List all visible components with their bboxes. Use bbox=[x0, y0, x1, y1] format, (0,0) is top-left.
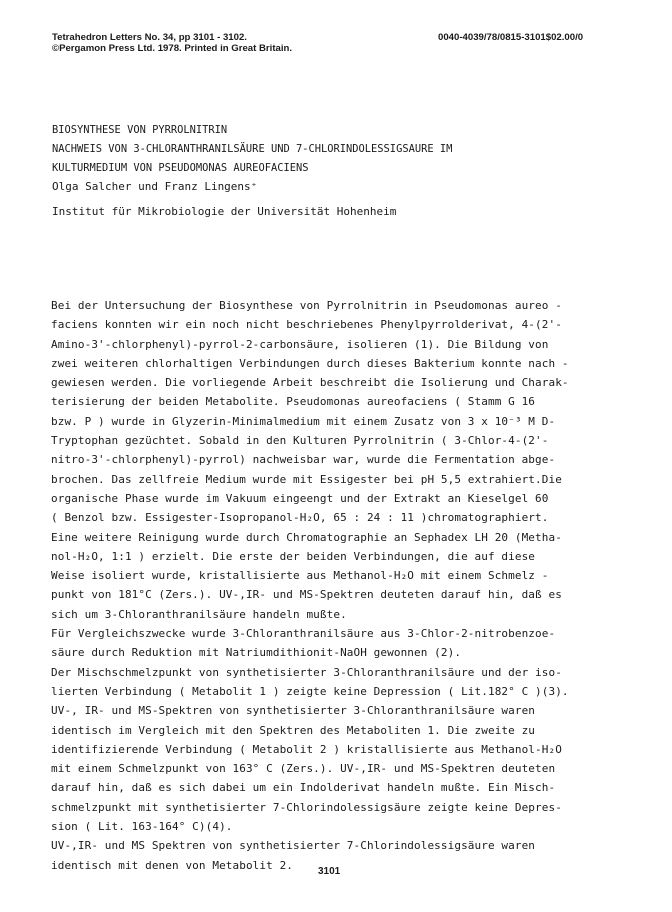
title-line: BIOSYNTHESE VON PYRROLNITRIN bbox=[52, 124, 228, 136]
body-line: nol-H₂O, 1:1 ) erzielt. Die erste der beiden Verbindungen, die auf diese bbox=[51, 549, 536, 563]
body-line: identisch mit denen von Metabolit 2. bbox=[51, 858, 294, 872]
body-line: UV-, IR- und MS-Spektren von synthetisierter 3-Chloranthranilsäure waren bbox=[51, 704, 536, 718]
article-title bbox=[52, 121, 452, 178]
body-line: UV-,IR- und MS Spektren von synthetisierter 7-Chlorindolessigsäure waren bbox=[51, 839, 536, 853]
body-line: brochen. Das zellfreie Medium wurde mit Essigester bei pH 5,5 extrahiert.Die bbox=[51, 472, 562, 486]
title-line: NACHWEIS VON 3-CHLORANTHRANILSÄURE UND 7-CHLORINDOLESSIGSAURE IM bbox=[52, 143, 453, 155]
body-line: identisch im Vergleich mit den Spektren des Metaboliten 1. Die zweite zu bbox=[51, 723, 536, 737]
body-line: Amino-3'-chlorphenyl)-pyrrol-2-carbonsäure, isolieren (1). Die Bildung von bbox=[51, 337, 549, 351]
body-line: säure durch Reduktion mit Natriumdithionit-NaOH gewonnen (2). bbox=[51, 646, 462, 660]
body-line: mit einem Schmelzpunkt von 163° C (Zers.). UV-,IR- und MS-Spektren deuteten bbox=[51, 762, 556, 776]
body-text bbox=[51, 296, 631, 875]
article-code: 0040-4039/78/0815-3101$02.00/0 bbox=[438, 32, 584, 43]
body-line: terisierung der beiden Metabolite. Pseudomonas aureofaciens ( Stamm G 16 bbox=[51, 395, 536, 409]
body-line: sich um 3-Chloranthranilsäure handeln mußte. bbox=[51, 607, 347, 621]
copyright-line: ©Pergamon Press Ltd. 1978. Printed in Great Britain. bbox=[52, 43, 293, 54]
author-line: Olga Salcher und Franz Lingens⁺ bbox=[52, 180, 258, 193]
body-line: identifizierende Verbindung ( Metabolit 2 ) kristallisierte aus Methanol-H₂O bbox=[51, 742, 562, 756]
body-line: Weise isoliert wurde, kristallisierte aus Methanol-H₂O mit einem Schmelz - bbox=[51, 569, 549, 583]
body-line: Bei der Untersuchung der Biosynthese von Pyrrolnitrin in Pseudomonas aureo - bbox=[51, 299, 562, 312]
institute-line: Institut für Mikrobiologie der Universität Hohenheim bbox=[52, 205, 397, 218]
page-number: 3101 bbox=[318, 866, 341, 877]
body-line: darauf hin, daß es sich dabei um ein Indolderivat handeln mußte. Ein Misch- bbox=[51, 781, 556, 795]
body-line: lierten Verbindung ( Metabolit 1 ) zeigte keine Depression ( Lit.182° C )(3). bbox=[51, 684, 569, 698]
body-line: Der Mischschmelzpunkt von synthetisierter 3-Chloranthranilsäure und der iso- bbox=[51, 665, 562, 679]
body-line: sion ( Lit. 163-164° C)(4). bbox=[51, 820, 233, 834]
body-line: organische Phase wurde im Vakuum eingeengt und der Extrakt an Kieselgel 60 bbox=[51, 491, 549, 505]
body-line: schmelzpunkt mit synthetisierter 7-Chlorindolessigsäure zeigte keine Depres- bbox=[51, 800, 562, 814]
body-line: gewiesen werden. Die vorliegende Arbeit beschreibt die Isolierung und Charak- bbox=[51, 376, 569, 390]
title-line: KULTURMEDIUM VON PSEUDOMONAS AUREOFACIENS bbox=[52, 162, 309, 174]
body-line: zwei weiteren chlorhaltigen Verbindungen durch dieses Bakterium konnte nach - bbox=[51, 356, 569, 370]
body-line: faciens konnten wir ein noch nicht beschriebenes Phenylpyrrolderivat, 4-(2'- bbox=[51, 318, 562, 332]
body-line: nitro-3'-chlorphenyl)-pyrrol) nachweisbar war, wurde die Fermentation abge- bbox=[51, 453, 556, 467]
body-line: Eine weitere Reinigung wurde durch Chromatographie an Sephadex LH 20 (Metha- bbox=[51, 530, 562, 544]
body-line: bzw. P ) wurde in Glyzerin-Minimalmedium mit einem Zusatz von 3 x 10⁻³ M D- bbox=[51, 414, 556, 428]
body-line: Für Vergleichszwecke wurde 3-Chloranthranilsäure aus 3-Chlor-2-nitrobenzoe- bbox=[51, 627, 556, 641]
journal-citation: Tetrahedron Letters No. 34, pp 3101 - 3102. bbox=[52, 32, 247, 43]
body-line: ( Benzol bzw. Essigester-Isopropanol-H₂O, 65 : 24 : 11 )chromatographiert. bbox=[51, 511, 549, 525]
body-line: Tryptophan gezüchtet. Sobald in den Kulturen Pyrrolnitrin ( 3-Chlor-4-(2'- bbox=[51, 434, 549, 448]
body-line: punkt von 181°C (Zers.). UV-,IR- und MS-Spektren deuteten darauf hin, daß es bbox=[51, 588, 562, 602]
